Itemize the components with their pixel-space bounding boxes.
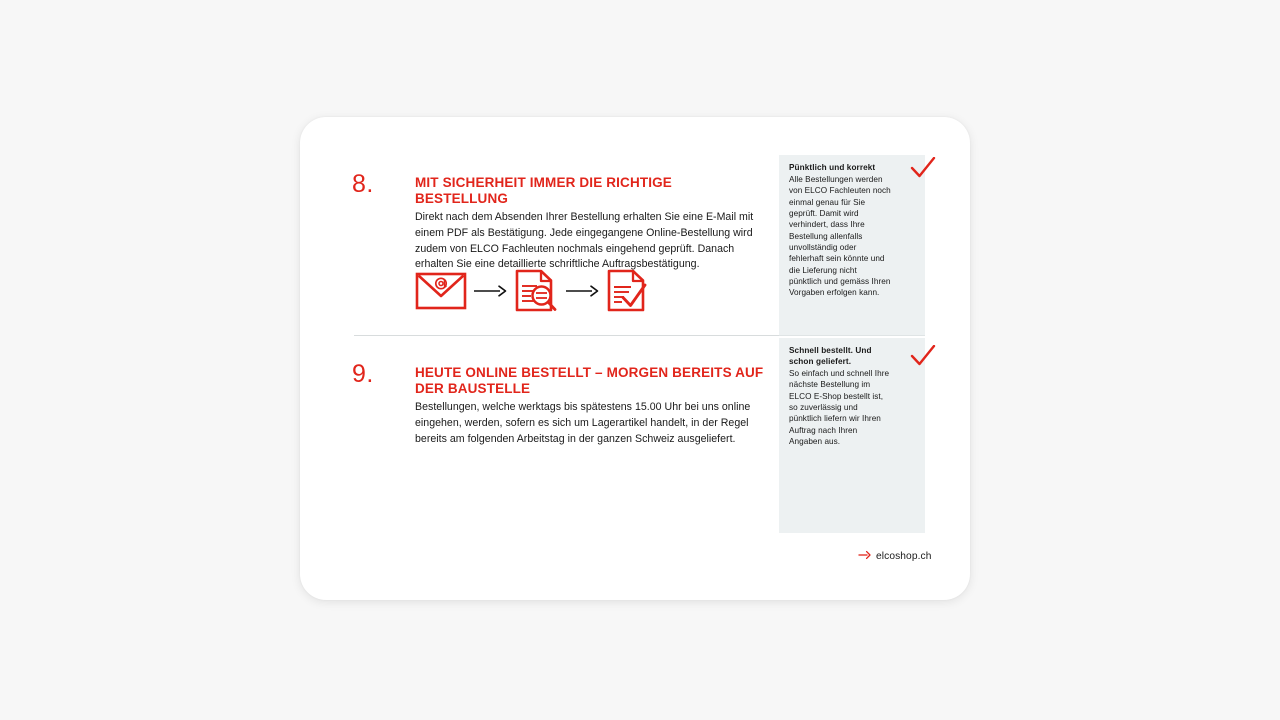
aside-panel-8-inner bbox=[779, 155, 925, 307]
arrow-right-icon bbox=[858, 547, 871, 565]
aside-body-9: So einfach und schnell Ihre nächste Bestellung im ELCO E-Shop bestellt ist, so zuverlässig und pünktlich liefern wir Ihren Auftrag nach Ihren Angaben aus. bbox=[789, 369, 890, 446]
arrow-right-icon bbox=[559, 284, 605, 298]
aside-panel-9-inner bbox=[779, 338, 925, 455]
arrow-right-icon bbox=[467, 284, 513, 298]
section-number-8: 8. bbox=[352, 170, 374, 198]
footer-shop-link[interactable] bbox=[858, 547, 931, 565]
section-divider-aside bbox=[779, 335, 925, 336]
aside-panel-8 bbox=[779, 155, 925, 336]
document-check-icon bbox=[605, 268, 649, 314]
checkmark-icon bbox=[910, 157, 936, 179]
section-9-content bbox=[415, 365, 765, 447]
process-icon-row bbox=[415, 268, 649, 314]
section-text-8: Direkt nach dem Absenden Ihrer Bestellung erhalten Sie eine E-Mail mit einem PDF als Bestätigung. Jede eingegangene Online-Bestellung wird zudem von ELCO Fachleuten nochmals eingehend geprüft. Danach erhalten Sie eine detaillierte schriftliche Auftragsbestätigung. bbox=[415, 211, 754, 271]
checkmark-icon bbox=[910, 345, 936, 367]
section-title-9: HEUTE ONLINE BESTELLT – MORGEN BEREITS AUF DER BAUSTELLE bbox=[415, 365, 764, 396]
document-search-icon bbox=[513, 268, 559, 314]
footer-shop-link-label: elcoshop.ch bbox=[876, 550, 932, 562]
section-8-content bbox=[415, 175, 765, 273]
aside-title-9: Schnell bestellt. Und schon geliefert. bbox=[789, 346, 872, 367]
brochure-card bbox=[300, 117, 970, 600]
email-at-icon bbox=[415, 271, 467, 311]
aside-title-8: Pünktlich und korrekt bbox=[789, 163, 876, 172]
section-divider bbox=[354, 335, 779, 336]
section-text-9: Bestellungen, welche werktags bis spätestens 15.00 Uhr bei uns online eingehen, werden, sofern es sich um Lagerartikel handelt, in der Regel bereits am folgenden Arbeitstag in der ganzen Schweiz ausgeliefert. bbox=[415, 401, 751, 445]
aside-body-8: Alle Bestellungen werden von ELCO Fachleuten noch einmal genau für Sie geprüft. Damit wird verhindert, dass Ihre Bestellung allenfalls unvollständig oder fehlerhaft sein könnte und die Lieferung nicht pünktlich und gemäss Ihren Vorgaben erfolgen kann. bbox=[789, 175, 891, 298]
section-title-8: MIT SICHERHEIT IMMER DIE RICHTIGE BESTELLUNG bbox=[415, 175, 672, 206]
section-number-9: 9. bbox=[352, 360, 374, 388]
aside-panel-9 bbox=[779, 338, 925, 533]
